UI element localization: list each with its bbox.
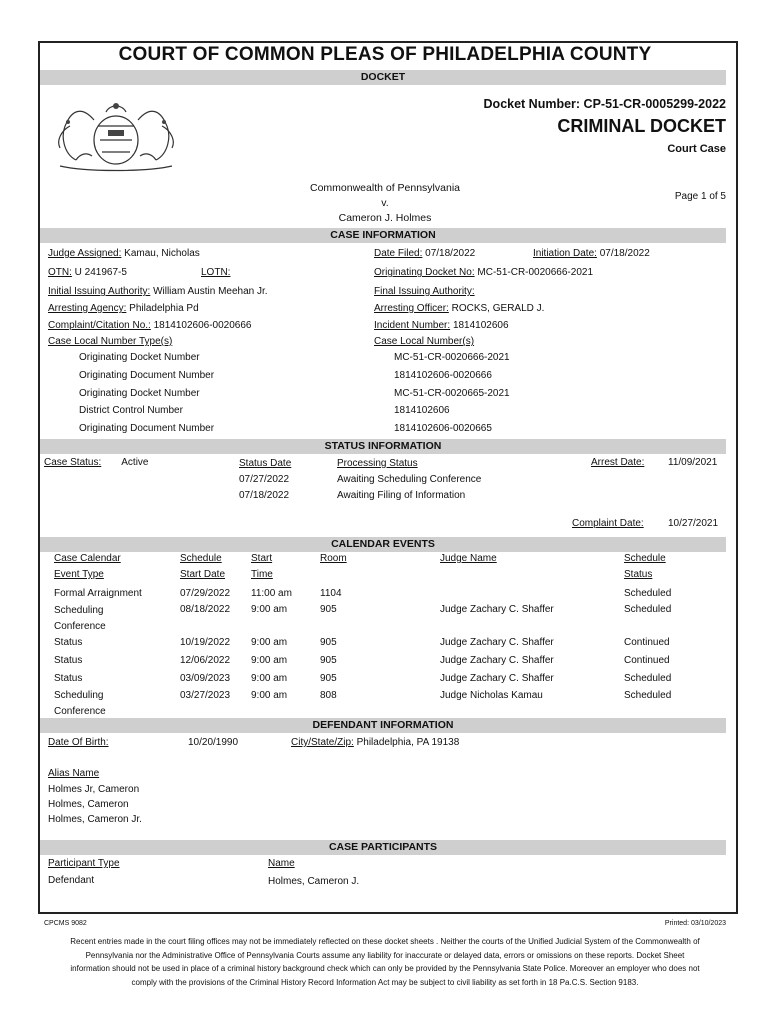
- event-status: Continued: [624, 637, 670, 648]
- event-type: Conference: [54, 621, 106, 632]
- dob-label: Date Of Birth:: [48, 737, 109, 748]
- event-room: 905: [320, 604, 337, 615]
- local-number-type: Originating Document Number: [79, 370, 215, 381]
- incident-number: Incident Number: 1814102606: [374, 320, 509, 331]
- event-judge: Judge Zachary C. Shaffer: [440, 673, 554, 684]
- alias-name: Holmes, Cameron Jr.: [48, 814, 142, 825]
- participant-name-header: Name: [268, 858, 295, 869]
- caption-defendant: Cameron J. Holmes: [338, 212, 432, 224]
- event-time: 11:00 am: [251, 588, 292, 599]
- final-issuing-authority-label: Final Issuing Authority:: [374, 286, 475, 297]
- participant-type: Defendant: [48, 875, 95, 886]
- originating-docket: Originating Docket No: MC-51-CR-0020666-2021: [374, 267, 594, 278]
- local-number-type: Originating Document Number: [79, 423, 215, 434]
- event-status: Scheduled: [624, 588, 672, 599]
- alias-name: Holmes Jr, Cameron: [48, 784, 140, 795]
- docket-number: Docket Number: CP-51-CR-0005299-2022: [483, 97, 726, 111]
- lotn-label: LOTN:: [201, 267, 231, 278]
- event-room: 808: [320, 690, 337, 701]
- docket-bar: DOCKET: [40, 70, 726, 85]
- event-date: 10/19/2022: [180, 637, 231, 648]
- event-room: 905: [320, 637, 337, 648]
- event-date: 07/29/2022: [180, 588, 231, 599]
- event-status: Continued: [624, 655, 670, 666]
- event-type: Conference: [54, 706, 106, 717]
- printed-date: Printed: 03/10/2023: [664, 920, 726, 927]
- event-time: 9:00 am: [251, 604, 288, 615]
- event-type: Formal Arraignment: [54, 588, 142, 599]
- event-time: 9:00 am: [251, 690, 288, 701]
- local-number-type: Originating Docket Number: [79, 352, 200, 363]
- local-number: 1814102606-0020666: [394, 370, 492, 381]
- event-date: 03/27/2023: [180, 690, 231, 701]
- col-start-time: Start: [251, 553, 273, 564]
- case-status: Case Status: Active: [44, 457, 149, 468]
- form-code: CPCMS 9082: [44, 920, 87, 927]
- col-start-time: Time: [251, 569, 273, 580]
- local-number: 1814102606: [394, 405, 450, 416]
- docket-type: CRIMINAL DOCKET: [557, 116, 726, 136]
- event-time: 9:00 am: [251, 673, 288, 684]
- local-number: MC-51-CR-0020666-2021: [394, 352, 510, 363]
- status-row-status: Awaiting Filing of Information: [337, 490, 466, 501]
- page-label: Page 1 of 5: [674, 191, 726, 202]
- participant-name: Holmes, Cameron J.: [268, 876, 360, 887]
- arrest-date-label: Arrest Date:: [591, 457, 645, 468]
- event-type: Status: [54, 637, 83, 648]
- alias-name-label: Alias Name: [48, 768, 100, 779]
- event-time: 9:00 am: [251, 655, 288, 666]
- complaint-date-label: Complaint Date:: [572, 518, 644, 529]
- local-numbers-label: Case Local Number(s): [374, 336, 475, 347]
- local-number-types-label: Case Local Number Type(s): [48, 336, 173, 347]
- case-information-bar: CASE INFORMATION: [40, 228, 726, 243]
- event-room: 905: [320, 655, 337, 666]
- participant-type-header: Participant Type: [48, 858, 120, 869]
- col-judge-name: Judge Name: [440, 553, 497, 564]
- col-event-type: Event Type: [54, 569, 104, 580]
- event-date: 08/18/2022: [180, 604, 231, 615]
- event-type: Scheduling: [54, 605, 104, 616]
- judge-assigned: Judge Assigned: Kamau, Nicholas: [48, 248, 200, 259]
- event-time: 9:00 am: [251, 637, 288, 648]
- caption-commonwealth: Commonwealth of Pennsylvania: [310, 182, 460, 194]
- pennsylvania-seal-icon: [46, 96, 186, 176]
- status-row-date: 07/18/2022: [239, 490, 290, 501]
- calendar-events-bar: CALENDAR EVENTS: [40, 537, 726, 552]
- event-room: 1104: [320, 588, 342, 599]
- arresting-officer: Arresting Officer: ROCKS, GERALD J.: [374, 303, 545, 314]
- date-filed: Date Filed: 07/18/2022: [374, 248, 476, 259]
- complaint-citation: Complaint/Citation No.: 1814102606-0020666: [48, 320, 252, 331]
- status-information-bar: STATUS INFORMATION: [40, 439, 726, 454]
- status-row-status: Awaiting Scheduling Conference: [337, 474, 482, 485]
- event-type: Status: [54, 655, 83, 666]
- status-date-header: Status Date: [239, 458, 292, 469]
- event-judge: Judge Zachary C. Shaffer: [440, 604, 554, 615]
- col-schedule-status: Schedule: [624, 553, 666, 564]
- dob-value: 10/20/1990: [188, 737, 239, 748]
- status-row-date: 07/27/2022: [239, 474, 290, 485]
- complaint-date-value: 10/27/2021: [668, 518, 719, 529]
- event-date: 12/06/2022: [180, 655, 231, 666]
- initiation-date: Initiation Date: 07/18/2022: [533, 248, 650, 259]
- event-type: Scheduling: [54, 690, 104, 701]
- court-title: COURT OF COMMON PLEAS OF PHILADELPHIA COUNTY: [118, 44, 652, 65]
- col-schedule-status: Status: [624, 569, 653, 580]
- case-participants-bar: CASE PARTICIPANTS: [40, 840, 726, 855]
- processing-status-header: Processing Status: [337, 458, 418, 469]
- event-type: Status: [54, 673, 83, 684]
- local-number: MC-51-CR-0020665-2021: [394, 388, 510, 399]
- caption-versus: v.: [381, 197, 389, 209]
- col-start-date: Start Date: [180, 569, 226, 580]
- event-status: Scheduled: [624, 673, 672, 684]
- local-number-type: District Control Number: [79, 405, 183, 416]
- event-status: Scheduled: [624, 690, 672, 701]
- col-event-type: Case Calendar: [54, 553, 121, 564]
- defendant-information-bar: DEFENDANT INFORMATION: [40, 718, 726, 733]
- event-room: 905: [320, 673, 337, 684]
- alias-name: Holmes, Cameron: [48, 799, 129, 810]
- disclaimer: Recent entries made in the court filing offices may not be immediately reflected on these docket sheets . Neither the courts of the Unified Judicial System of the Commonwealth of Pennsylvania nor the Administrative Office of Pennsylvania Courts assume any liability for inaccurate or delayed data, errors or omissions on these reports. Docket Sheet information should not be used in place of a criminal history background check which can only be provided by the Pennsylvania State Police. Moreover an employer who does not comply with the provisions of the Criminal History Record Information Act may be subject to civil liability as set forth in 18 Pa.C.S. Section 9183.: [70, 937, 700, 987]
- arresting-agency: Arresting Agency: Philadelphia Pd: [48, 303, 199, 314]
- event-date: 03/09/2023: [180, 673, 231, 684]
- court-case-label: Court Case: [667, 143, 726, 155]
- col-room: Room: [320, 553, 347, 564]
- event-judge: Judge Zachary C. Shaffer: [440, 655, 554, 666]
- initial-issuing-authority: Initial Issuing Authority: William Austin Meehan Jr.: [48, 286, 268, 297]
- local-number: 1814102606-0020665: [394, 423, 492, 434]
- city-state-zip: City/State/Zip: Philadelphia, PA 19138: [291, 737, 460, 748]
- arrest-date-value: 11/09/2021: [668, 457, 718, 468]
- otn: OTN: U 241967-5: [48, 267, 127, 278]
- col-start-date: Schedule: [180, 553, 222, 564]
- local-number-type: Originating Docket Number: [79, 388, 200, 399]
- event-judge: Judge Zachary C. Shaffer: [440, 637, 554, 648]
- event-judge: Judge Nicholas Kamau: [440, 690, 543, 701]
- event-status: Scheduled: [624, 604, 672, 615]
